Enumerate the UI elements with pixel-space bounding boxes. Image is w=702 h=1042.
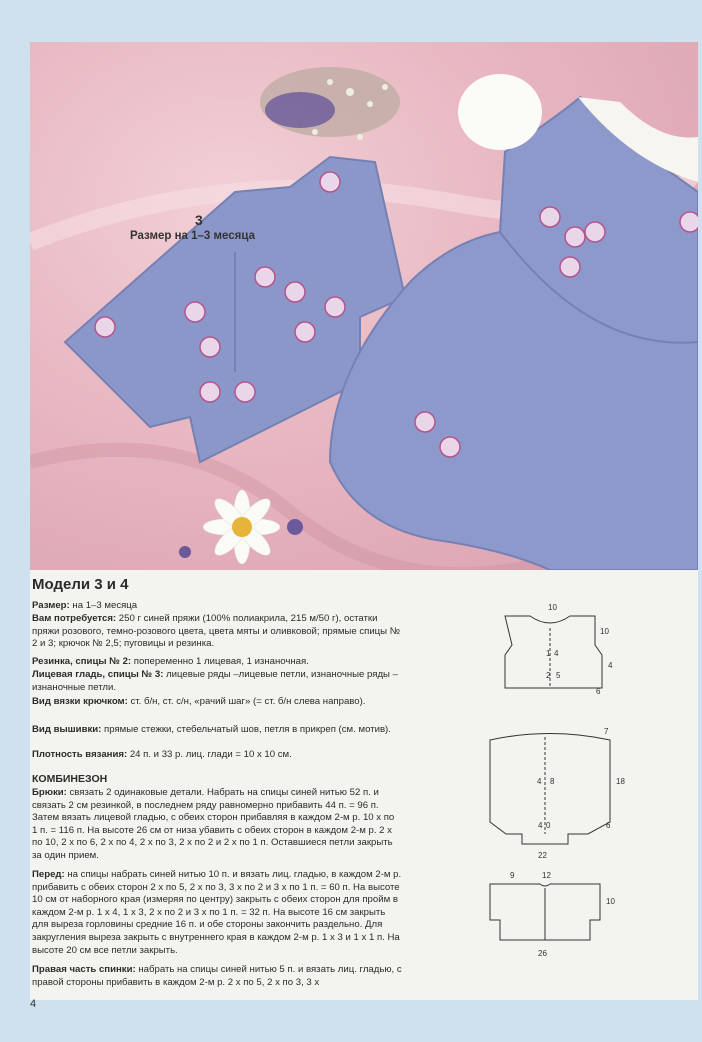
d2-mid2: 8 xyxy=(550,777,555,786)
d1-bottom: 6 xyxy=(596,687,601,696)
stockinette-value: лицевые ряды –лицевые петли, изнаночные ряды –изнаночные петли. xyxy=(32,669,398,693)
d2-bottom: 22 xyxy=(538,851,547,860)
materials-label: Вам потребуется: xyxy=(32,613,117,624)
d1-mid2: 4 xyxy=(554,649,559,658)
paragraph-stockinette xyxy=(32,669,402,694)
front-label: Перед: xyxy=(32,869,65,880)
paragraph-density xyxy=(32,749,402,762)
photo-illustration xyxy=(30,42,698,570)
page-number: 4 xyxy=(30,998,37,1010)
paragraph-back-right xyxy=(32,964,402,989)
embroidery-value: прямые стежки, стебельчатый шов, петля в прикреп (см. мотив). xyxy=(101,724,391,735)
d3-right: 10 xyxy=(606,897,615,906)
density-label: Плотность вязания: xyxy=(32,749,128,760)
dried-flowers xyxy=(260,67,400,140)
section-heading-combinezon: КОМБИНЕЗОН xyxy=(32,773,108,785)
size-label: Размер: xyxy=(32,600,70,611)
pattern-diagram-front xyxy=(470,600,640,696)
stockinette-label: Лицевая гладь, спицы № 3: xyxy=(32,669,164,680)
photo-knitted-outfit xyxy=(30,42,698,570)
d1-right: 10 xyxy=(600,627,609,636)
d1-top: 10 xyxy=(548,603,557,612)
pants-label: Брюки: xyxy=(32,787,67,798)
pattern-diagram-back xyxy=(470,868,640,964)
crochet-label: Вид вязки крючком: xyxy=(32,696,128,707)
paragraph-materials xyxy=(32,613,402,651)
front-value: на спицы набрать синей нитью 10 п. и вязать лиц. гладью, в каждом 2-м р. прибавить с обеих сторон 2 х по 5, 2 х по 3, 3 х по 2 и 3 х по 1 п. = 60 п. На высоте 10 см от наборного края (измеряя по центру) закрыть с обеих сторон для пройм в каждом 2-м р. 1 х 4, 1 х 3, 2 х по 2 и 3 х по 1 п. = 32 п. На высоте 16 см закрыть для выреза горловины средние 16 п. и обе стороны закончить раздельно. Для закругления выреза закрыть с внутреннего края в каждом 2-м р. 1 х 3 и 1 х 1 п. На высоте 20 см все петли закрыть. xyxy=(32,869,402,956)
d2-low3: 6 xyxy=(606,821,611,830)
d1-bot1: 2 xyxy=(546,671,551,680)
d3-top: 12 xyxy=(542,871,551,880)
d2-low1: 4 xyxy=(538,821,543,830)
d2-right: 18 xyxy=(616,777,625,786)
crochet-value: ст. б/н, ст. с/н, «рачий шаг» (= ст. б/н слева направо). xyxy=(127,696,366,707)
photo-caption-size: Размер на 1–3 месяца xyxy=(130,230,255,242)
rib-label: Резинка, спицы № 2: xyxy=(32,656,132,667)
d1-side: 4 xyxy=(608,661,613,670)
d1-mid1: 1 xyxy=(546,649,551,658)
paragraph-crochet xyxy=(32,696,402,709)
size-value: на 1–3 месяца xyxy=(69,600,138,611)
romper xyxy=(330,74,698,570)
pants-value: связать 2 одинаковые детали. Набрать на спицы синей нитью 52 п. и связать 2 см резинкой, в последнем ряду равномерно прибавить 44 п. = 96 п. Затем вязать лицевой гладью, с обеих сторон прибавляя в каждом 2-м р. 10 х по 1 п. = 116 п. На высоте 26 см от низа убавить с обеих сторон в каждом 2-м р. 2 х по 10, 2 х по 6, 2 х по 4, 2 х по 3, 2 х по 2 и 2 х по 1 п. Оставшиеся петли закрыть за один прием. xyxy=(32,787,395,861)
d2-mid1: 4 xyxy=(537,777,542,786)
d2-low2: 0 xyxy=(546,821,551,830)
paragraph-pants xyxy=(32,787,402,863)
rib-value: попеременно 1 лицевая, 1 изнаночная. xyxy=(131,656,309,667)
pattern-diagram-pants xyxy=(470,722,640,864)
back-right-label: Правая часть спинки: xyxy=(32,964,136,975)
paragraph-rib xyxy=(32,656,402,669)
materials-value: 250 г синей пряжи (100% полиакрила, 215 м/50 г), остатки пряжи розового, темно-розового цвета, цвета мяты и оливковой; прямые спицы № 2 и 3; крючок № 2,5; пуговицы и резинка. xyxy=(32,613,401,650)
d3-topleft: 9 xyxy=(510,871,515,880)
photo-caption-number: 3 xyxy=(195,212,203,228)
models-title: Модели 3 и 4 xyxy=(32,576,129,593)
paragraph-front xyxy=(32,869,402,957)
density-value: 24 п. и 33 р. лиц. глади = 10 х 10 см. xyxy=(127,749,292,760)
d1-bot2: 5 xyxy=(556,671,561,680)
back-right-value: набрать на спицы синей нитью 5 п. и вязать лиц. гладью, с правой стороны прибавить в каждом 2-м р. 2 х по 5, 2 х по 3, 3 х xyxy=(32,964,402,988)
d2-topright: 7 xyxy=(604,727,609,736)
paragraph-embroidery xyxy=(32,724,402,737)
paragraph-size xyxy=(32,600,402,613)
d3-bottom: 26 xyxy=(538,949,547,958)
embroidery-label: Вид вышивки: xyxy=(32,724,102,735)
